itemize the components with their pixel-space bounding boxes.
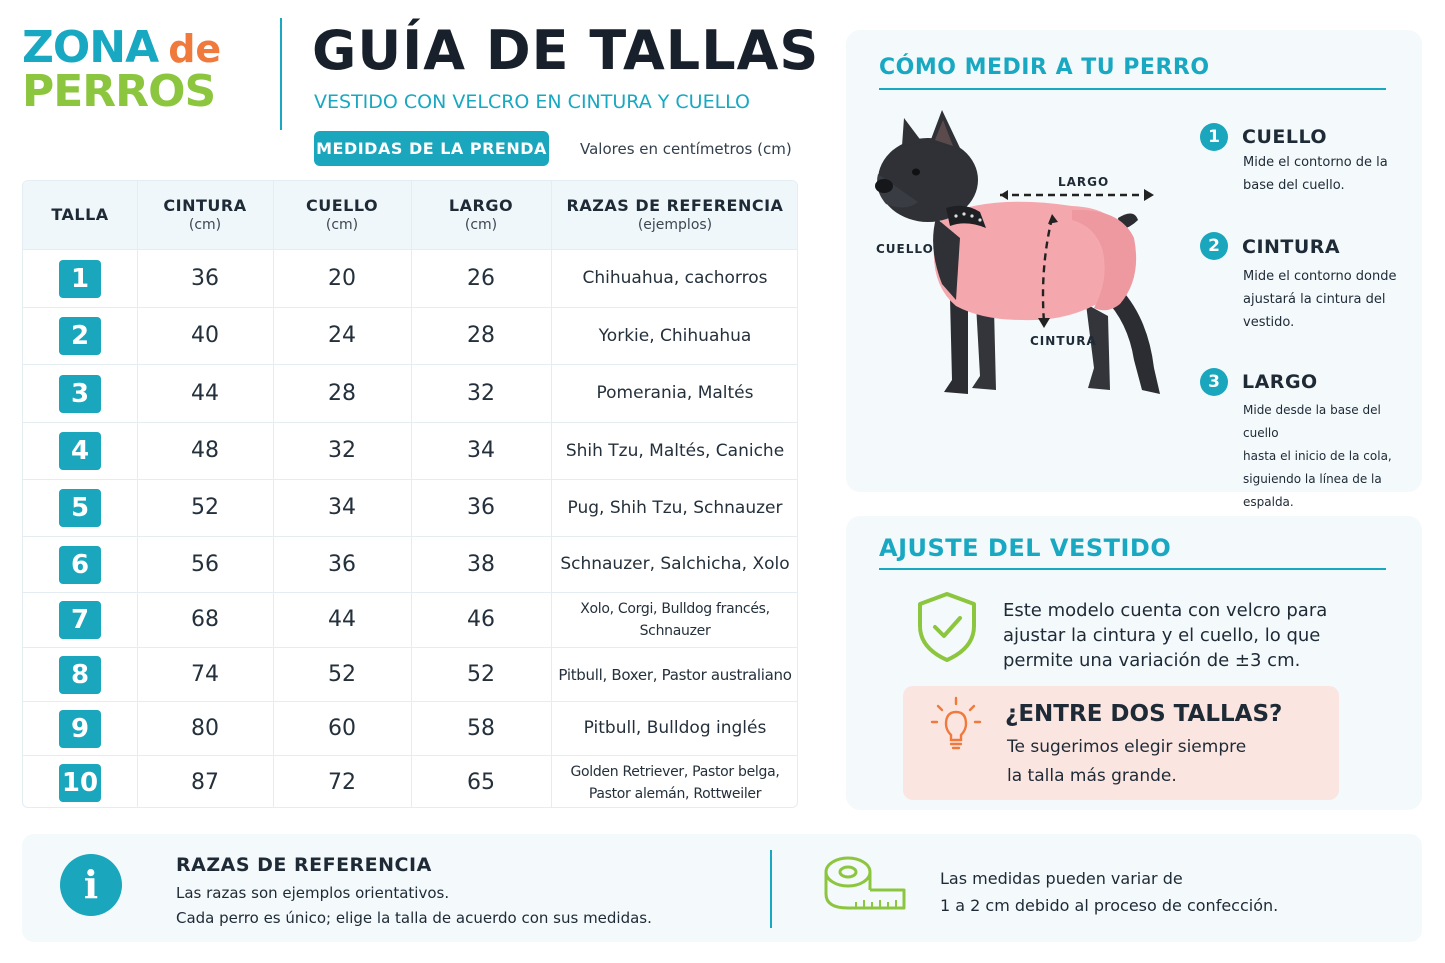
table-row — [23, 307, 798, 364]
col-header-unit: (cm) — [464, 217, 498, 233]
dog-measure-illustration — [872, 108, 1192, 408]
footer-line-2: Cada perro es único; elige la talla de acuerdo con sus medidas. — [176, 909, 652, 927]
fit-line: ajustar la cintura y el cuello, lo que — [1003, 625, 1321, 646]
breeds-line: Golden Retriever, Pastor belga, — [570, 763, 780, 780]
diagram-label-largo: LARGO — [1058, 175, 1110, 189]
shield-check-icon — [914, 590, 980, 664]
size-badge: 6 — [59, 546, 101, 584]
diagram-label-cintura: CINTURA — [1030, 334, 1097, 348]
col-header-unit: (cm) — [325, 217, 359, 233]
col-header-talla — [23, 181, 137, 249]
col-header-cuello — [273, 181, 411, 249]
breeds-line: Pastor alemán, Rottweiler — [588, 785, 762, 802]
size-badge: 10 — [59, 764, 101, 802]
largo-cell: 65 — [467, 769, 495, 795]
fit-line: Este modelo cuenta con velcro para — [1003, 600, 1328, 621]
breeds-cell: Chihuahua, cachorros — [582, 268, 768, 288]
step-title-largo: LARGO — [1242, 371, 1318, 393]
size-cell — [23, 593, 137, 647]
breeds-cell: Shih Tzu, Maltés, Caniche — [565, 440, 785, 461]
size-badge: 1 — [59, 260, 101, 298]
table-row — [23, 536, 798, 592]
cuello-cell: 72 — [328, 769, 356, 795]
largo-cell: 52 — [467, 661, 495, 687]
tip-text — [1007, 733, 1307, 791]
col-header-unit: (ejemplos) — [637, 217, 713, 233]
table-row — [23, 701, 798, 755]
diagram-label-cuello: CUELLO — [876, 242, 934, 256]
size-cell — [23, 480, 137, 536]
step-title-cuello: CUELLO — [1242, 126, 1328, 148]
cuello-cell: 34 — [328, 495, 356, 520]
step-badge-1: 1 — [1200, 123, 1228, 151]
largo-cell: 34 — [467, 438, 495, 463]
tip-title: ¿ENTRE DOS TALLAS? — [1005, 701, 1283, 727]
units-note: Valores en centímetros (cm) — [580, 140, 792, 158]
size-badge: 8 — [59, 656, 101, 694]
breeds-cell: Xolo, Corgi, Bulldog francés, Schnauzer — [580, 601, 770, 639]
size-badge: 7 — [59, 601, 101, 639]
section-pill-medidas: MEDIDAS DE LA PRENDA — [314, 131, 549, 166]
col-header-unit: (cm) — [188, 217, 222, 233]
breeds-cell: Pomerania, Maltés — [596, 383, 754, 403]
cintura-cell: 36 — [191, 265, 219, 291]
cintura-cell: 87 — [191, 769, 219, 795]
cuello-cell: 28 — [328, 380, 356, 406]
cintura-cell: 68 — [191, 607, 219, 632]
size-cell — [23, 423, 137, 479]
size-table — [22, 180, 798, 808]
cuello-cell: 52 — [328, 661, 356, 687]
tip-line: Te sugerimos elegir siempre — [1007, 737, 1247, 757]
step-desc-line: Mide el contorno de la — [1243, 155, 1388, 170]
step-desc-line: hasta el inicio de la cola, — [1243, 449, 1392, 463]
step-desc-line: siguiendo la línea de la espalda. — [1243, 472, 1382, 509]
cuello-cell: 32 — [328, 438, 356, 463]
measure-panel-title: CÓMO MEDIR A TU PERRO — [879, 55, 1210, 80]
step-desc-line: vestido. — [1243, 315, 1295, 330]
step-desc-cuello — [1243, 151, 1413, 197]
cuello-cell: 60 — [328, 715, 356, 741]
table-row — [23, 249, 798, 307]
col-header-razas — [551, 181, 798, 249]
fit-line: permite una variación de ±3 cm. — [1003, 650, 1301, 671]
col-header-label: TALLA — [51, 205, 109, 224]
largo-cell: 28 — [467, 323, 495, 348]
size-cell — [23, 756, 137, 808]
cintura-cell: 56 — [191, 551, 219, 577]
brand-logo — [22, 24, 252, 120]
table-row — [23, 422, 798, 479]
footer-line-1: Las razas son ejemplos orientativos. — [176, 884, 450, 902]
cintura-cell: 40 — [191, 323, 219, 348]
size-badge: 2 — [59, 317, 101, 355]
fit-panel-title: AJUSTE DEL VESTIDO — [879, 534, 1172, 562]
size-badge: 9 — [59, 710, 101, 748]
cuello-cell: 36 — [328, 551, 356, 577]
step-badge-3: 3 — [1200, 368, 1228, 396]
breeds-cell: Schnauzer, Salchicha, Xolo — [560, 554, 790, 574]
col-header-label: LARGO — [448, 196, 514, 215]
step-desc-cintura — [1243, 265, 1413, 334]
fit-description — [1003, 598, 1333, 673]
largo-cell: 46 — [467, 607, 495, 632]
table-row — [23, 647, 798, 701]
cintura-cell: 74 — [191, 661, 219, 687]
col-header-label: RAZAS DE REFERENCIA — [566, 196, 784, 215]
cintura-cell: 44 — [191, 380, 219, 406]
largo-cell: 38 — [467, 551, 495, 577]
page-title: GUÍA DE TALLAS — [312, 19, 820, 82]
cintura-cell: 52 — [191, 495, 219, 520]
cuello-cell: 24 — [328, 323, 356, 348]
fit-title-rule — [879, 568, 1386, 570]
size-badge: 3 — [59, 375, 101, 413]
table-row — [23, 364, 798, 422]
size-cell — [23, 702, 137, 755]
measuring-tape-icon — [822, 852, 908, 914]
table-row — [23, 755, 798, 808]
col-header-largo — [411, 181, 551, 249]
largo-cell: 58 — [467, 715, 495, 741]
step-desc-line: base del cuello. — [1243, 178, 1345, 193]
breeds-cell: Yorkie, Chihuahua — [598, 325, 752, 346]
info-icon: i — [60, 854, 122, 916]
cuello-cell: 20 — [328, 265, 356, 291]
table-row — [23, 479, 798, 536]
size-cell — [23, 537, 137, 592]
col-header-cintura — [137, 181, 273, 249]
size-cell — [23, 250, 137, 307]
footer-note-line-2: 1 a 2 cm debido al proceso de confección. — [940, 896, 1279, 915]
cintura-cell: 80 — [191, 715, 219, 741]
step-desc-line: Mide el contorno donde — [1243, 269, 1397, 284]
footer-divider — [770, 850, 772, 928]
col-header-label: CINTURA — [163, 196, 247, 215]
size-badge: 4 — [59, 432, 101, 470]
breeds-cell: Pitbull, Bulldog inglés — [583, 718, 767, 738]
size-badge: 5 — [59, 489, 101, 527]
cuello-cell: 44 — [328, 607, 356, 632]
brand-word-zona: ZONA — [22, 22, 159, 73]
step-badge-2: 2 — [1200, 232, 1228, 260]
breeds-cell — [551, 756, 798, 808]
step-desc-line: Mide desde la base del cuello — [1243, 403, 1381, 440]
largo-cell: 36 — [467, 495, 495, 520]
breeds-cell: Pitbull, Boxer, Pastor australiano — [558, 665, 792, 684]
measure-title-rule — [879, 88, 1386, 90]
col-header-label: CUELLO — [305, 196, 379, 215]
size-cell — [23, 648, 137, 701]
footer-title: RAZAS DE REFERENCIA — [176, 854, 432, 876]
header-divider — [280, 18, 282, 130]
cintura-cell: 48 — [191, 438, 219, 463]
brand-word-de: de — [168, 27, 222, 71]
breeds-cell: Pug, Shih Tzu, Schnauzer — [567, 497, 783, 518]
step-desc-line: ajustará la cintura del — [1243, 292, 1386, 307]
largo-cell: 26 — [467, 265, 495, 291]
step-desc-largo — [1243, 399, 1419, 514]
lightbulb-icon — [928, 696, 984, 754]
size-cell — [23, 365, 137, 422]
table-row — [23, 592, 798, 647]
footer-note-line-1: Las medidas pueden variar de — [940, 869, 1183, 888]
page-subtitle: VESTIDO CON VELCRO EN CINTURA Y CUELLO — [314, 91, 751, 113]
largo-cell: 32 — [467, 380, 495, 406]
tip-line: la talla más grande. — [1007, 766, 1177, 786]
step-title-cintura: CINTURA — [1242, 236, 1341, 258]
size-cell — [23, 308, 137, 364]
brand-word-perros: PERROS — [22, 66, 216, 117]
